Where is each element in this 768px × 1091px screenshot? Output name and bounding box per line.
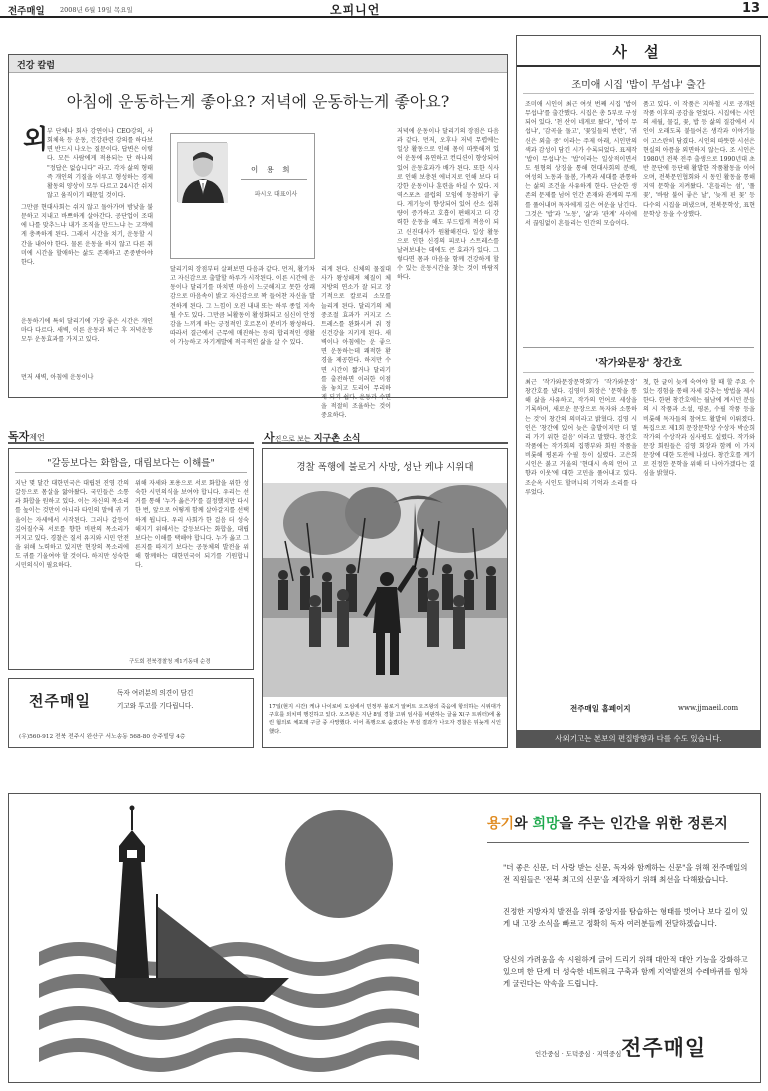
photo-label-rest: 진으로 보는: [274, 435, 311, 443]
section-name: 오피니언: [330, 3, 381, 17]
website-row: [516, 700, 761, 717]
editorial2-col1: 최근 '작가와문장문학회'가 '작가와문장' 창간호를 냈다. 김영미 회장은 '문학을 통해 삶을 사유하고, 작가의 언어로 세상을 기록하며, 새로운 문장으로 독자와 소통하는 것'이 창간의 의미라고 밝혔다. 김영 시인은 '창간에 있어 늦은 출발이지만 더 멀리 가기 위한 걸음' 이라고 말했다. 창간호 작품에는 작가회의 집행부와 회원 작품을 비롯해 평론과 수필 등이 실렸다. 고은희 시인은 붉고 거울의 '현대시 속의 언어 고향과 이웃'에 대한 고민을 풀어내고 있다. 조순옥 시인도 할머니의 기억과 소리를 다루었다.: [525, 379, 637, 496]
editorial1-col2: 품고 있다. 이 작품은 지하철 시로 공개된 작품 이후의 공감을 얻었다. 시집에는 시인의 세월, 물길, 꽃, 밥 등 삶의 질감에서 시인이 오래도록 붙들어온 생각과 이야기들이 고스란히 담겼다. 시인의 따뜻한 시선은 현실의 아픔을 외면하지 않는다. 조 시인은 1980년 전북 전주 출생으로 1990년대 초반 문단에 등단해 활발한 작품활동을 이어오며, 전북문인협회와 시 동인 활동을 통해 지역 문학을 지켜왔다. '흔들리는 섬', '풀꽃', '바람 불어 좋은 날', '늦게 핀 꽃' 등 다수의 시집을 펴냈으며, 전북문학상, 표현문학상 등을 수상했다.: [643, 101, 755, 218]
ad-headline-courage: 용기: [487, 816, 515, 832]
author-photo: [177, 142, 227, 202]
contribution-message-1: 독자 여러분의 의견이 담긴: [117, 689, 194, 697]
photo-news-header: [262, 426, 508, 444]
ad-headline: [487, 813, 728, 833]
paper-name: 전주매일: [8, 6, 45, 17]
editorial2-divider: [523, 372, 754, 373]
reader-col2: 위해 자세와 포용으로 서로 화합을 위한 성숙한 시민의식을 보여야 합니다. 우리는 선거를 통해 '누가 옳은가'를 결정했지만 다시 한 번, 앞으로 어떻게 함께 살아갈지를 선택하게 됩니다. 우리 사회가 한 걸음 더 성숙해지기 위해서는 갈등보다는 화합을, 대립보다는 이해를 택해야 합니다. 누가 옳고 그른지를 따지기 보다는 공동체의 발전을 위해 함께하는 대한민국이 되기를 기원합니다.: [135, 480, 249, 570]
health-col1a: 부 단체나 회사 강연이나 CEO강의, 사회체육 등 운동, 건강관련 강의를 하다보면 반드시 나오는 질문이다. 답변은 이렇다. 모든 사람에게 적용되는 단 하나의 "정답은 없습니다" 라고. 각자 삶의 형태 즉 개인의 기질을 이루고 형성하는 경제활동의 양상이 모두 다르고 24시간 쉬지 않고 움직이기 때문일 것이다.: [47, 128, 153, 199]
reader-label-main: 독자: [8, 430, 30, 443]
health-column: [8, 54, 508, 420]
author-name: 이 용 희: [251, 165, 293, 174]
health-col3: 리게 된다. 신체의 물질대사가 왕성해져 체질이 체지방의 연소가 잘 되고 장기적으로 칼로리 소모를 늘리게 된다. 달리기의 체중조절 효과가 커지고 스트레스를 완화시켜 줘 정신건강을 지키게 된다. 새벽이나 아침에는 운 좋으면 운동하는데 쾌적한 환경을 제공한다. 하지만 수면 시간이 짧거나 달리기를 출전하면 이러한 이점을 놓치고 도리어 무리하게 되기 쉽다. 운동과 수면을 적절히 조율하는 것이 중요하다.: [321, 266, 391, 420]
reader-label-sub: 제언: [29, 433, 45, 442]
editorial-rule: [517, 65, 760, 67]
health-col4: 저녁에 운동이나 달리기의 장점은 다음과 같다. 먼저, 오후나 저녁 무렵에는 일상 활동으로 인해 몸이 따뜻해져 있어 운동에 유연하고 컨디션이 향상되어 있어 운동효과가 배가 된다. 또한 식사로 인해 보충된 에너지로 인해 보다 더 강한 운동이나 훈련을 하실 수 있다. 지역스포츠 클럽의 모임에 동참하기 좋다. 게기능이 향상되어 있어 산소 섭취량이 증가하고 호흡이 편해지고 더 강력한 운동을 해도 부드럽게 적응이 되고 신진대사가 원활해진다. 일상 활동으로 인한 신경의 피로나 스트레스를 날려보내는 데에도 큰 효과가 있다. 그렇다면 몸과 마음을 함께 건강하게 할 수 있는 운동시간을 찾는 것이 바람직하다.: [397, 128, 499, 282]
health-col2: 달리기의 장점부터 살펴보면 다음과 같다. 먼저, 활기차고 자신감으로 출발할 하루가 시작된다. 이른 시간에 운동이나 달리기를 마치면 마음이 느긋해지고 못한 상쾌감으로 마음속이 밝고 자신감으로 꽉 들어찬 자신을 발견하게 된다. 그 느낌이 오전 내내 또는 하루 종일 지속될 수도 있다. 그만큼 뇌활동이 활성화되고 심신이 안정감을 느끼게 하는 긍정적인 호르몬이 분비가 왕성하다. 따라서 결근에서 근무에 매진하는 등의 합리적인 생활이 가능하고 자기계발에 적극적인 삶을 살 수 있다.: [170, 266, 316, 347]
author-divider: [241, 179, 307, 180]
ad-footer-slogan: 인간중심 · 도덕중심 · 지역중심: [535, 1050, 622, 1058]
editorial-label: 사 설: [612, 43, 665, 61]
lighthouse-illustration: [39, 802, 419, 1080]
health-col1d: 먼저 새벽, 아침에 운동이나: [21, 374, 94, 381]
protest-photo: [263, 483, 507, 697]
editorial1-title: 조미애 시집 '밥이 무섭냐' 출간: [571, 80, 706, 91]
reader-opinion-divider: [15, 472, 247, 473]
editorial1-col1: 조미애 시인이 최근 여섯 번째 시집 '밥이 무섭냐'를 출간했다. 시집은 총 5부로 구성되어 있다. '천 산이 네게로 왔다', '밥이 무섭냐', '감곡을 돌고', '꽃잎들의 반란', '귀신은 외출 중' 이라는 주제 아래, 시인만의 색과 감성이 담긴 시가 수록되었다. 표제작 '밥이 무섭냐'는 '밥'이라는 일상적이면서도 원형의 상징을 통해 현대사회의 분배, 여성의 노동과 돌봄, 가족과 세대를 관통하는 삶의 조건을 사유하게 한다. 단순한 생존의 문제를 넘어 인간 존재와 관계의 무게를 풀어내며 독자에게 깊은 여운을 남긴다. 그것은 '밥'과 '노동', '삶'과 '관계' 사이에서 끊임없이 흔들리는 인간의 모습이다.: [525, 101, 637, 227]
photo-label-topic: 지구촌 소식: [313, 434, 361, 444]
reader-opinion-label: [8, 428, 45, 444]
health-column-header: [9, 55, 507, 73]
contribution-address: (우)560-912 전북 전주시 완산구 서노송동 568-80 승주빌딩 4층: [19, 734, 186, 740]
reader-opinion-title: "갈등보다는 화합을, 대립보다는 이해를": [47, 458, 215, 469]
contribution-logo: 전주매일: [29, 692, 91, 710]
drop-cap: 외: [23, 125, 49, 155]
ad-logo: 전주매일: [621, 1036, 707, 1060]
page-number: 13: [742, 1, 761, 16]
contribution-box: [8, 678, 254, 748]
reader-opinion-box: [8, 448, 254, 670]
ad-headline-hope: 희망: [532, 816, 560, 832]
ad-paragraph-2: 진정한 지방자치 발전을 위해 중앙지를 탐습하는 형태를 벗어나 보다 깊이 있게 내 고장 소식을 빠르고 정확히 독자 여러분들께 전달하겠습니다.: [503, 907, 748, 928]
masthead: [0, 0, 768, 18]
health-col1c: 운동하기에 특히 달리기에 가장 좋은 시간은 개인마다 다르다. 새벽, 이른 운동과 퇴근 후 저녁운동 모두 운동효과를 가지고 있다.: [21, 318, 153, 344]
health-column-label: 건강 칼럼: [17, 61, 55, 71]
editorial1-divider: [523, 93, 754, 94]
photo-news-title: 경찰 폭행에 불로거 사망, 성난 케냐 시위대: [296, 462, 474, 473]
website-label: 전주매일 홈페이지: [570, 704, 631, 713]
website-url[interactable]: www.jjmaeil.com: [678, 704, 739, 712]
photo-caption: 17일(현지 시간) 케냐 나이로비 도심에서 민정부 블로거 알버트 오즈왕의 죽음에 항의하는 시위대가 구호를 외치며 행진하고 있다. 오즈왕은 지난 8일 경찰 고위 임사를 비판하는 글을 X(구 트위터)에 올린 혐의로 체포돼 구금 중 사망했다. 이어 폭행으로 숨졌다는 부검 결과가 나오자 경찰은 뒤늦게 시인했다.: [269, 704, 501, 735]
reader-col1: 지난 몇 달간 대한민국은 대립된 진영 간의 갈등으로 몸살을 앓아왔다. 국민들은 소통과 화합을 원하고 있다. 이는 자신의 목소리를 높이는 것만이 아니라 타인의 말에 귀 기울이는 자세에서 시작된다. 그러나 갈등이 깊어질수록 서로를 향한 비판의 목소리가 커지고 있다. 경찰은 질서 유지와 시민 안전을 위해 노력하고 있지만 현장의 목소리에도 귀를 기울여야 할 것이다. 하지만 성숙한 시민의식이 필요하다.: [15, 480, 129, 570]
photo-news-label: [264, 429, 360, 445]
author-title: 파시오 대표이사: [254, 191, 298, 198]
ad-paragraph-1: "더 좋은 신문, 더 사랑 받는 신문, 독자와 함께하는 신문"을 위해 전주매일의 전 직원들은 '전북 최고의 신문'을 제작하기 위해 최선을 다해왔습니다.: [503, 863, 748, 884]
ad-paragraph-3: 당신의 가려움을 속 시원하게 긁어 드리기 위해 대안적 대안 기능을 강화하고 있으며 한 단계 더 성숙한 네트워크 구축과 함께 지역발전의 수레바퀴를 힘차게 굴린다는 약속을 드립니다.: [503, 955, 748, 988]
newspaper-ad: [8, 793, 761, 1083]
photo-label-main: 사: [264, 431, 275, 444]
ad-headline-and: 와: [514, 816, 533, 832]
editorial-separator: [523, 347, 754, 348]
health-column-title: 아침에 운동하는게 좋아요? 저녁에 운동하는게 좋아요?: [66, 92, 450, 111]
reader-opinion-header: [8, 426, 254, 444]
editorial2-title: '작가와문장' 창간호: [595, 358, 682, 369]
photo-news-box: [262, 448, 508, 748]
health-col1b: 그만큼 현대사회는 쉬지 않고 돌아가며 밤낮을 불문하고 지내고 바쁘하게 살아간다. 공단업이 조대에 나를 맞추느냐 내가 조직을 만드느냐 는 고객에게 충족하게 된다. 그래서 시간을 치기, 운동할 시간을 내어야 한다. 물론 운동을 하지 않고 다른 취미에 시간을 할애하는 삶도 존재하고 존중받아야 한다.: [21, 204, 153, 266]
editorial2-col2: 첫, 한 글이 늦게 숙여야 할 때 할 주요 수 있는 경험을 통해 자세 갖추는 방법을 제시한다. 한편 창간호에는 월남에 계시던 분들의 시 작품과 소설, 평론, 수필 작품 등을 비롯해 독자들의 참여도 활발히 이뤄졌다. 특집으로 제1회 문장문학상 수상자 박순희 작가의 수상작과 심사평도 실렸다. 작가와 문장 회원들은 김영 회장과 함께 이 가지 문장에 대한 도전에 나섰다. 창간호를 계기로 진정한 문학을 위해 더 나아가겠다는 결심을 밝혔다.: [643, 379, 755, 478]
reader-signature: 구도회 전북경찰청 제1기동대 순경: [129, 659, 211, 665]
author-box: [170, 133, 315, 259]
contribution-message-2: 기고와 투고를 기다립니다.: [117, 702, 194, 710]
issue-date: 2008년 6월 19일 목요일: [60, 6, 133, 14]
ad-headline-rest: 을 주는 인간을 위한 정론지: [559, 816, 728, 832]
contributor-notice: 사외기고는 본보의 편집방향과 다를 수도 있습니다.: [516, 730, 761, 748]
editorial-box: [516, 35, 761, 748]
ad-divider: [487, 842, 749, 843]
